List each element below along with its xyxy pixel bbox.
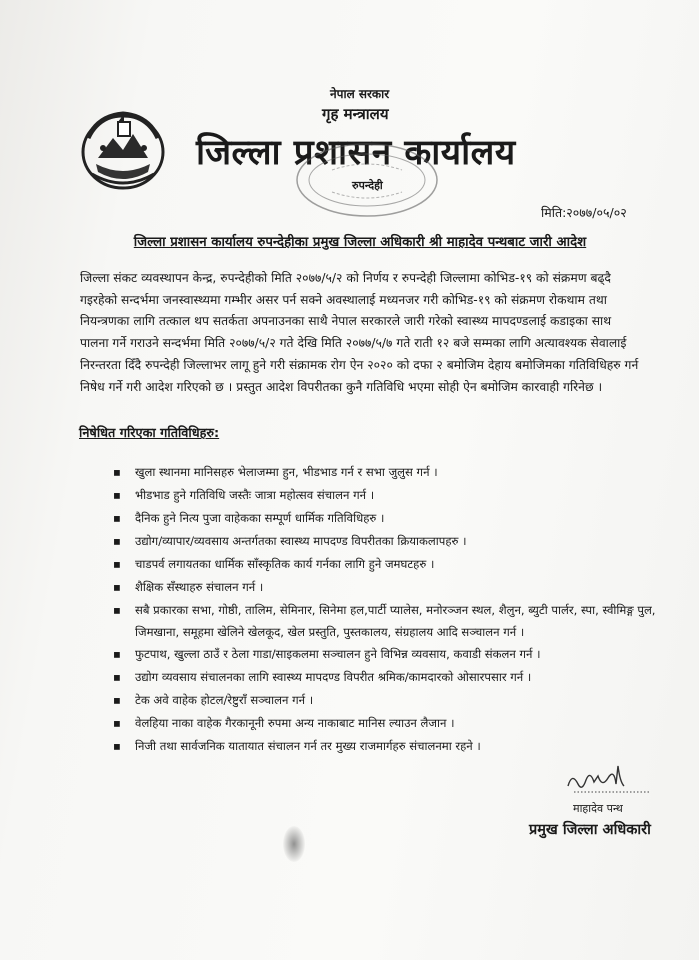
bullet-icon: ▪ [113,557,121,571]
bullet-icon: ▪ [113,693,121,707]
list-item [113,643,673,666]
list-item-text: शैक्षिक सँस्थाहरु संचालन गर्न । [135,580,264,594]
list-item [113,507,673,530]
nepal-emblem-icon [78,108,168,192]
office-stamp-icon [292,140,442,220]
signatory-name: माहादेव पन्थ [573,802,623,815]
district-name: रुपन्देही [352,179,383,192]
list-item [113,553,673,576]
prohibited-activities-title: निषेधित गरिएका गतिविधिहरु: [79,426,220,441]
body-line: जिल्ला संकट व्यवस्थापन केन्द्र, रुपन्देहीको मिति २०७७/५/२ को निर्णय र रुपन्देही जिल्लामा कोभिड-१९ को संक्रमण बढ्दै [80,271,611,285]
list-item-text: सबै प्रकारका सभा, गोष्ठी, तालिम, सेमिनार, सिनेमा हल,पार्टी प्यालेस, मनोरञ्जन स्थल, शैलुन, ब्युटी पार्लर, स्पा, स्वीमिङ्ग पुल, जिमखाना, समूहमा खेलिने खेलकूद, खेल प्रस्तुति, पुस्तकालय, संग्रहालय आदि सञ्चालन गर्न । [135,603,656,639]
list-item [113,712,673,735]
bullet-icon: ▪ [113,580,121,594]
list-item [113,530,673,553]
ink-smudge [283,826,305,862]
list-item-text: खुला स्थानमा मानिसहरु भेलाजम्मा हुन, भीडभाड गर्न र सभा जुलुस गर्न । [135,465,438,479]
prohibited-activities-list [113,461,673,758]
list-item-text: दैनिक हुने नित्य पुजा वाहेकका सम्पूर्ण धार्मिक गतिविधिहरु । [135,511,385,525]
list-item-text: टेक अवे वाहेक होटल/रेष्टुराँ सञ्चालन गर्न । [135,693,314,707]
order-body [80,268,646,398]
list-item [113,666,673,689]
body-line: पालना गर्ने गराउने सन्दर्भमा मिति २०७७/५/२ गते देखि मिति २०७७/५/७ गते राती १२ बजे सम्मका लागि अत्यावश्यक सेवालाई [80,336,627,351]
list-item-text: भीडभाड हुने गतिविधि जस्तैः जात्रा महोत्सव संचालन गर्न । [135,488,375,502]
list-item [113,735,673,758]
list-item-text: उद्योग व्यवसाय संचालनका लागि स्वास्थ्य मापदण्ड विपरीत श्रमिक/कामदारको ओसारपसार गर्न । [135,670,532,684]
list-item [113,461,673,484]
bullet-icon: ▪ [113,534,121,548]
bullet-icon: ▪ [113,603,121,617]
list-item-text: फुटपाथ, खुल्ला ठाउँ र ठेला गाडा/साइकलमा सञ्चालन हुने विभिन्न व्यवसाय, कवाडी संकलन गर्न । [135,647,541,661]
list-item-text: वेलहिया नाका वाहेक गैरकानूनी रुपमा अन्य नाकाबाट मानिस ल्याउन लैजान । [135,716,455,730]
list-item-text: उद्योग/व्यापार/व्यवसाय अन्तर्गतका स्वास्थ्य मापदण्ड विपरीतका क्रियाकलापहरु । [135,534,467,548]
signature-icon [562,762,652,796]
bullet-icon: ▪ [113,670,121,684]
order-heading: जिल्ला प्रशासन कार्यालय रुपन्देहीका प्रमुख जिल्ला अधिकारी श्री माहादेव पन्थबाट जारी आदेश [133,235,587,250]
list-item-text: निजी तथा सार्वजनिक यातायात संचालन गर्न तर मुख्य राजमार्गहरु संचालनमा रहने । [135,739,481,753]
body-line: गइरहेको सन्दर्भमा जनस्वास्थ्यमा गम्भीर असर पर्न सक्ने अवस्थालाई मध्यनजर गरी कोभिड-१९ को संक्रमण रोकथाम तथा [80,292,607,307]
government-name: नेपाल सरकार [330,87,390,101]
bullet-icon: ▪ [113,716,121,730]
list-item-text: चाडपर्व लगायतका धार्मिक साँस्कृतिक कार्य गर्नका लागि हुने जमघटहरु । [135,557,435,571]
bullet-icon: ▪ [113,488,121,502]
body-line: निरन्तरता दिँदै रुपन्देही जिल्लाभर लागू हुने गरी संक्रामक रोग ऐन २०२० को दफा २ बमोजिम देहाय बमोजिमका गतिविधिहरु गर्न [80,357,639,372]
issue-date: मिति:२०७७/०५/०२ [541,205,627,220]
office-name: जिल्ला प्रशासन कार्यालय [196,133,516,173]
list-item [113,484,673,507]
bullet-icon: ▪ [113,647,121,661]
list-item [113,689,673,712]
bullet-icon: ▪ [113,465,121,479]
ministry-name: गृह मन्त्रालय [322,105,389,123]
bullet-icon: ▪ [113,511,121,525]
list-item [113,599,673,643]
signatory-title: प्रमुख जिल्ला अधिकारी [529,822,651,838]
bullet-icon: ▪ [113,739,121,753]
list-item [113,576,673,599]
body-line: निषेध गर्ने गरी आदेश गरिएको छ । प्रस्तुत आदेश विपरीतका कुनै गतिविधि भएमा सोही ऐन बमोजिम कारवाही गरिनेछ । [80,379,603,394]
body-line: नियन्त्रणका लागि तत्काल थप सतर्कता अपनाउनका साथै नेपाल सरकारले जारी गरेको स्वास्थ्य मापदण्डलाई कडाइका साथ [80,314,612,329]
